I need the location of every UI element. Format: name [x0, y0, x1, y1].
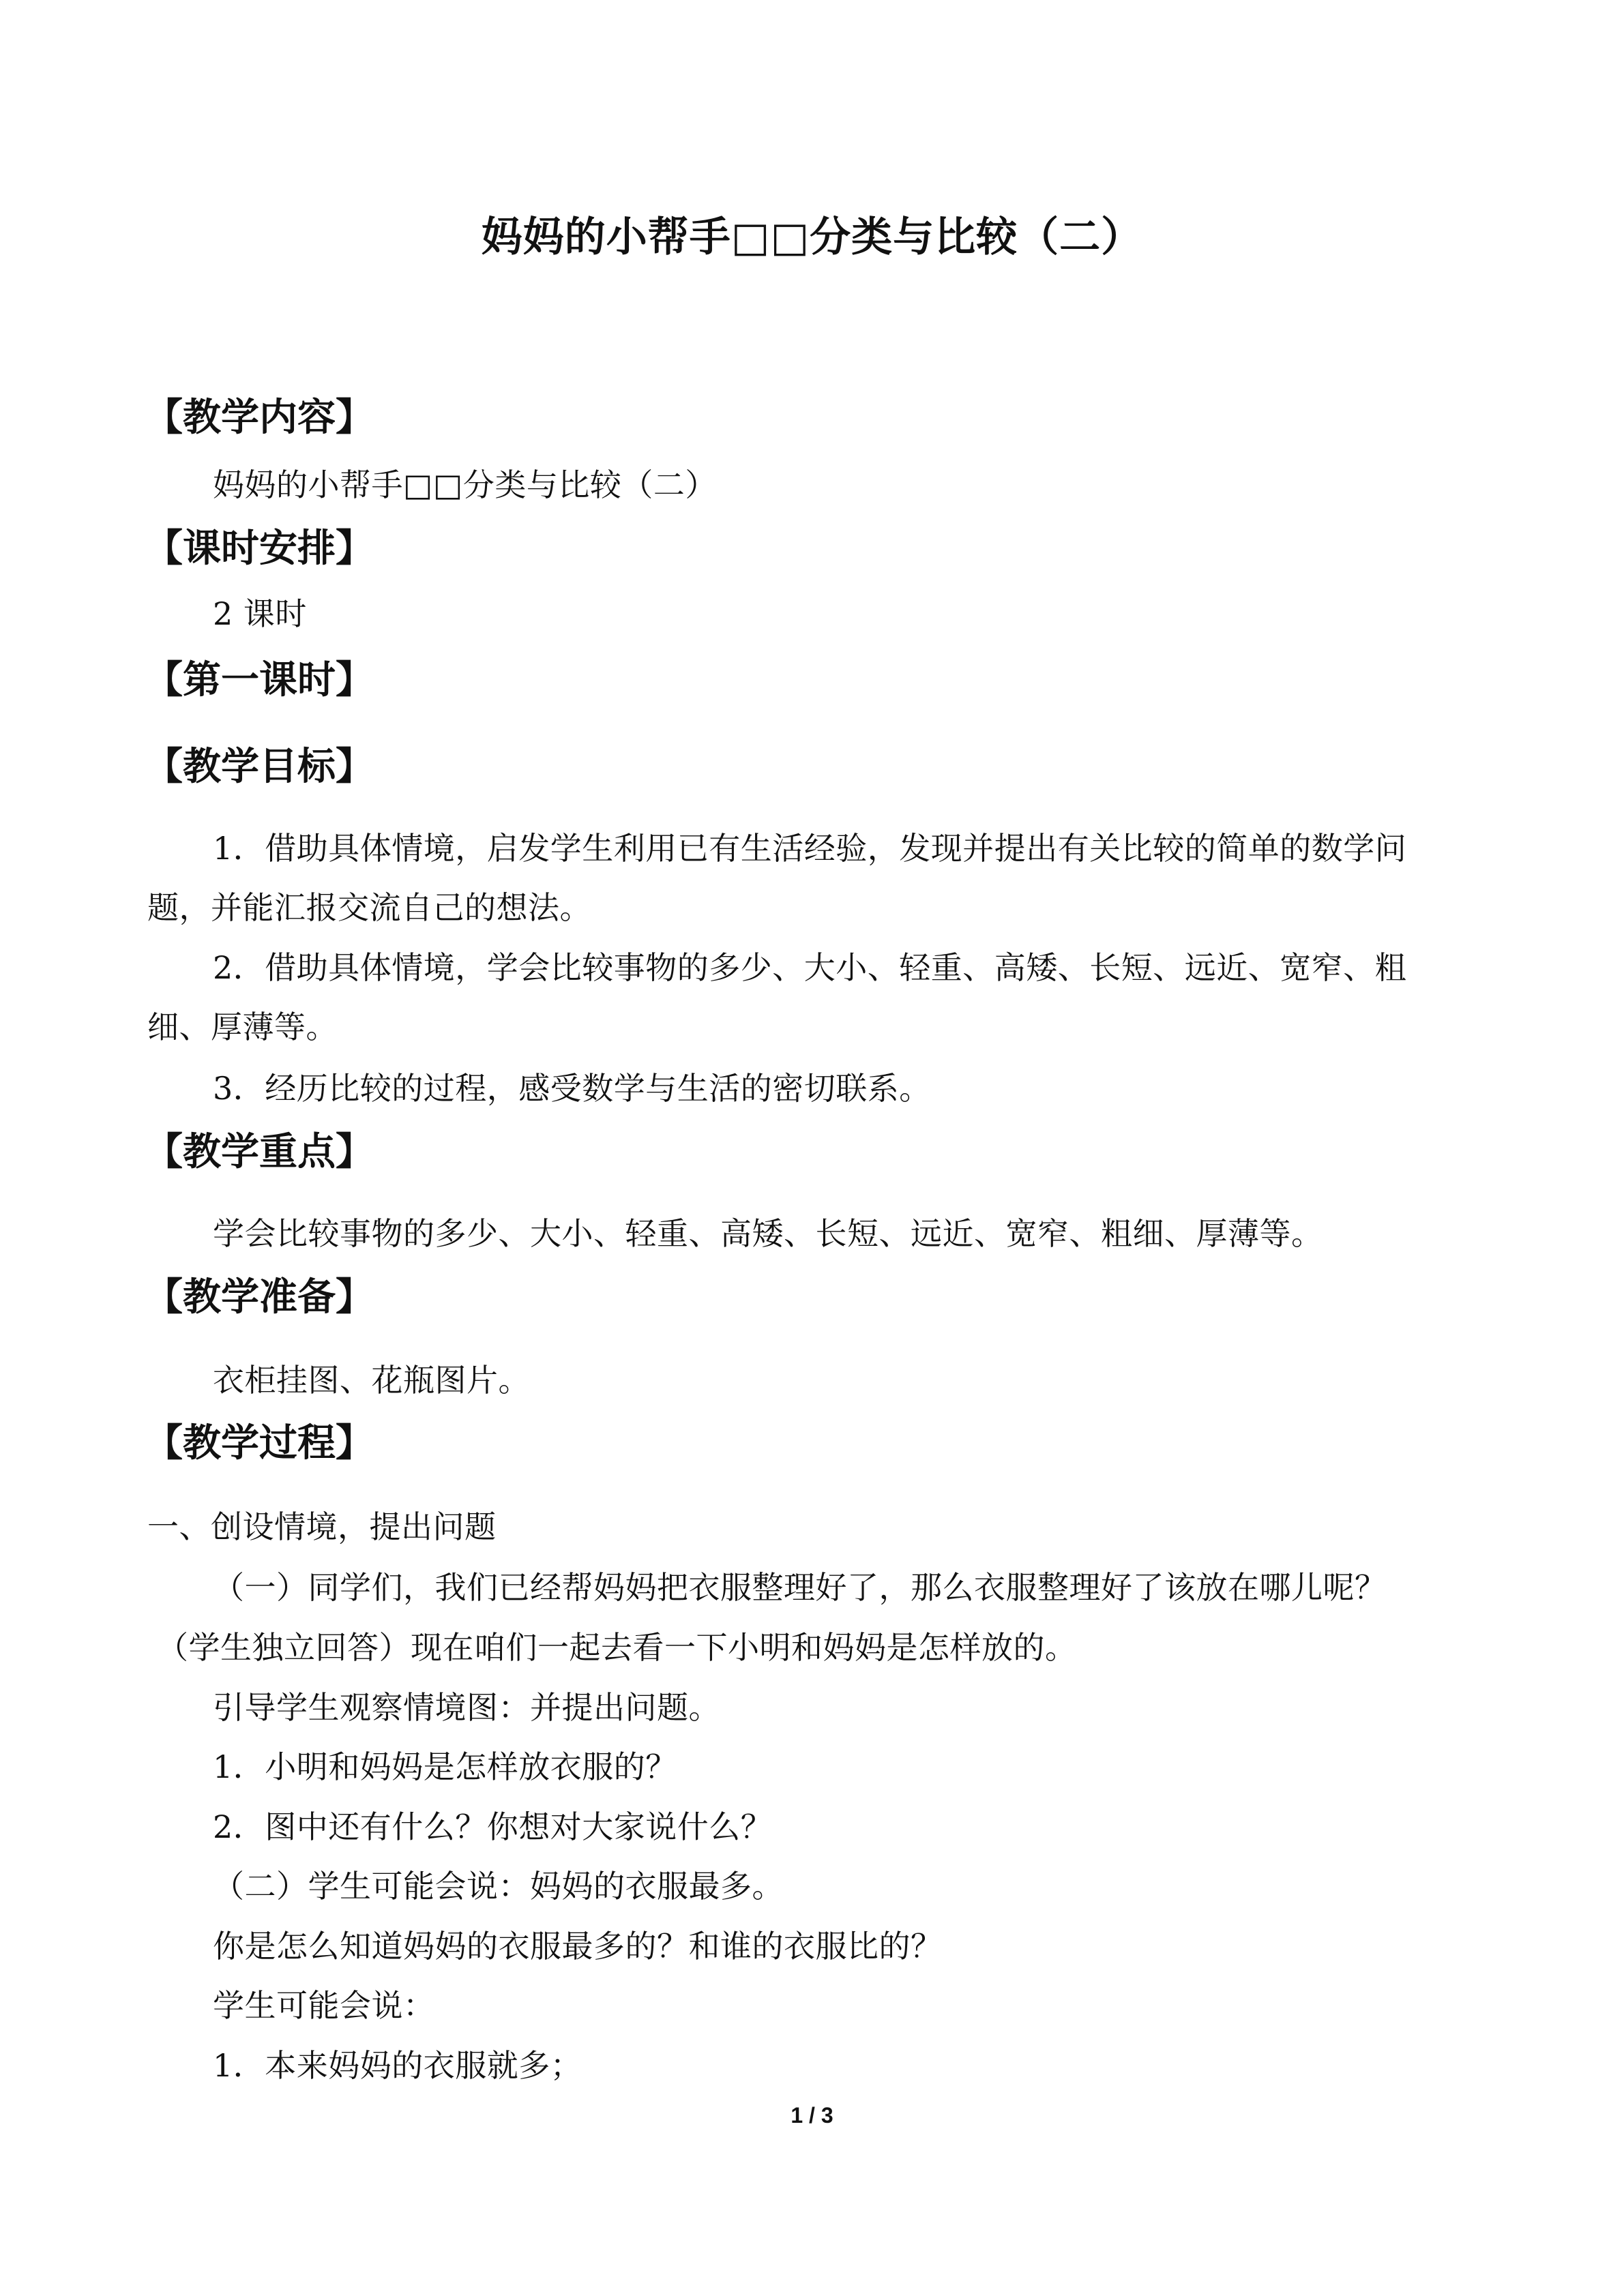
goal-2-line-2: 细、厚薄等。 [147, 1009, 338, 1045]
heading-preparation: 【教学准备】 [145, 1274, 374, 1320]
paragraph-5: 学生可能会说： [213, 1987, 435, 2024]
page-title: 妈妈的小帮手□□分类与比较（二） [481, 213, 1143, 261]
step-1-title: 一、创设情境，提出问题 [147, 1508, 497, 1545]
schedule-text: 2 课时 [213, 595, 307, 632]
goal-3: 3．经历比较的过程，感受数学与生活的密切联系。 [213, 1070, 931, 1107]
teaching-content-text: 妈妈的小帮手□□分类与比较（二） [213, 466, 717, 503]
question-1: 1．小明和妈妈是怎样放衣服的？ [213, 1748, 677, 1785]
heading-process: 【教学过程】 [145, 1420, 374, 1465]
paragraph-1-line-1: （一）同学们，我们已经帮妈妈把衣服整理好了，那么衣服整理好了该放在哪儿呢？ [213, 1569, 1387, 1606]
paragraph-3: （二）学生可能会说：妈妈的衣服最多。 [213, 1868, 784, 1905]
heading-goals: 【教学目标】 [145, 744, 374, 789]
question-2: 2．图中还有什么？你想对大家说什么？ [213, 1808, 773, 1845]
answer-1: 1．本来妈妈的衣服就多； [213, 2047, 582, 2084]
goal-1-line-1: 1．借助具体情境，启发学生利用已有生活经验，发现并提出有关比较的简单的数学问 [213, 830, 1407, 867]
heading-focus: 【教学重点】 [145, 1129, 374, 1174]
preparation-text: 衣柜挂图、花瓶图片。 [213, 1362, 530, 1399]
goal-1-line-2: 题，并能汇报交流自己的想法。 [147, 889, 591, 926]
paragraph-1-line-2: （学生独立回答）现在咱们一起去看一下小明和妈妈是怎样放的。 [157, 1629, 1077, 1666]
page-number: 1 / 3 [791, 2103, 833, 2128]
paragraph-2: 引导学生观察情境图：并提出问题。 [213, 1689, 720, 1726]
heading-lesson-one: 【第一课时】 [145, 657, 374, 702]
paragraph-4: 你是怎么知道妈妈的衣服最多的？和谁的衣服比的？ [213, 1928, 943, 1965]
goal-2-line-1: 2．借助具体情境，学会比较事物的多少、大小、轻重、高矮、长短、远近、宽窄、粗 [213, 949, 1407, 986]
focus-text: 学会比较事物的多少、大小、轻重、高矮、长短、远近、宽窄、粗细、厚薄等。 [213, 1215, 1323, 1252]
heading-schedule: 【课时安排】 [145, 526, 374, 571]
heading-teaching-content: 【教学内容】 [145, 395, 374, 440]
